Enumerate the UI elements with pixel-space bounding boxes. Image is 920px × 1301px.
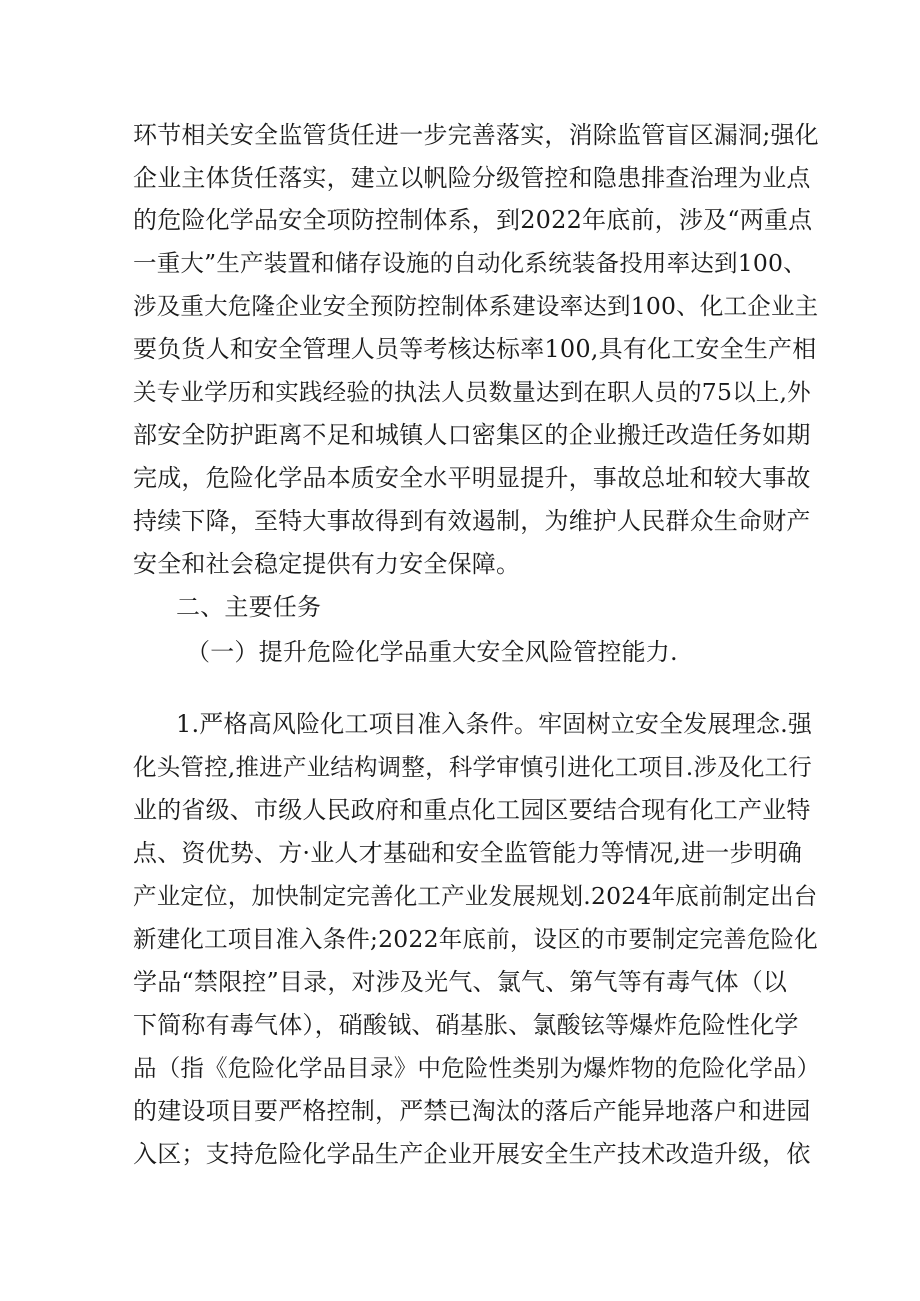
text-line: 入区；支持危险化学品生产企业开展安全生产技术改造升级，依 (133, 1140, 811, 1168)
text-line: 完成，危险化学品本质安全水平明显提升，事故总址和较大事故 (133, 464, 811, 492)
text-line: 点、资优势、方·业人才基础和安全监管能力等情况,进一步明确 (133, 839, 803, 867)
section-heading: 二、主要任务 (176, 593, 322, 621)
text-line: 部安全防护距离不足和城镇人口密集区的企业搬迁改造任务如期 (133, 421, 811, 449)
text-line: 一重大”生产装置和储存设施的自动化系统装备投用率达到100、 (133, 249, 807, 277)
text-line: 化头管控,推进产业结构调整，科学审慎引进化工项目.涉及化工行 (133, 753, 812, 781)
text-line: 涉及重大危隆企业安全预防控制体系建设率达到100、化工企业主 (133, 292, 819, 320)
text-line: 品（指《危险化学品目录》中危险性类别为爆炸物的危险化学品） (133, 1054, 821, 1082)
text-line: 环节相关安全监管货任进一步完善落实，消除监管盲区漏洞;强化 (133, 121, 819, 149)
text-line: 持续下降，至特大事故得到有效遏制，为维护人民群众生命财产 (133, 507, 811, 535)
text-line: 的建设项目要严格控制，严禁已淘汰的落后产能异地落户和进园 (133, 1097, 811, 1125)
text-line: 新建化工项目准入条件;2022年底前，设区的市要制定完善危险化 (133, 925, 818, 953)
text-line: 关专业学历和实践经验的执法人员数量达到在职人员的75以上,外 (133, 378, 811, 406)
subsection-heading: （一）提升危险化学品重大安全风险管控能力. (186, 638, 678, 666)
text-line: 1.严格高风险化工项目准入条件。牢固树立安全发展理念.强 (176, 710, 813, 738)
text-line: 要负货人和安全管理人员等考核达标率100,具有化工安全生产相 (133, 335, 817, 363)
text-line: 企业主体货任落实，建立以帆险分级管控和隐患排查治理为业点 (133, 164, 811, 192)
text-line: 下简称有毒气体），硝酸钺、硝基胀、氯酸铉等爆炸危险性化学 (133, 1011, 799, 1039)
text-line: 产业定位，加快制定完善化工产业发展规划.2024年底前制定出台 (133, 882, 818, 910)
text-line: 学品“禁限控”目录，对涉及光气、氯气、第气等有毒气体（以 (133, 968, 788, 996)
text-line: 安全和社会稳定提供有力安全保障。 (133, 550, 521, 578)
text-line: 的危险化学品安全项防控制体系，到2022年底前，涉及“两重点 (133, 206, 813, 234)
text-line: 业的省级、市级人民政府和重点化工园区要结合现有化工产业特 (133, 796, 811, 824)
